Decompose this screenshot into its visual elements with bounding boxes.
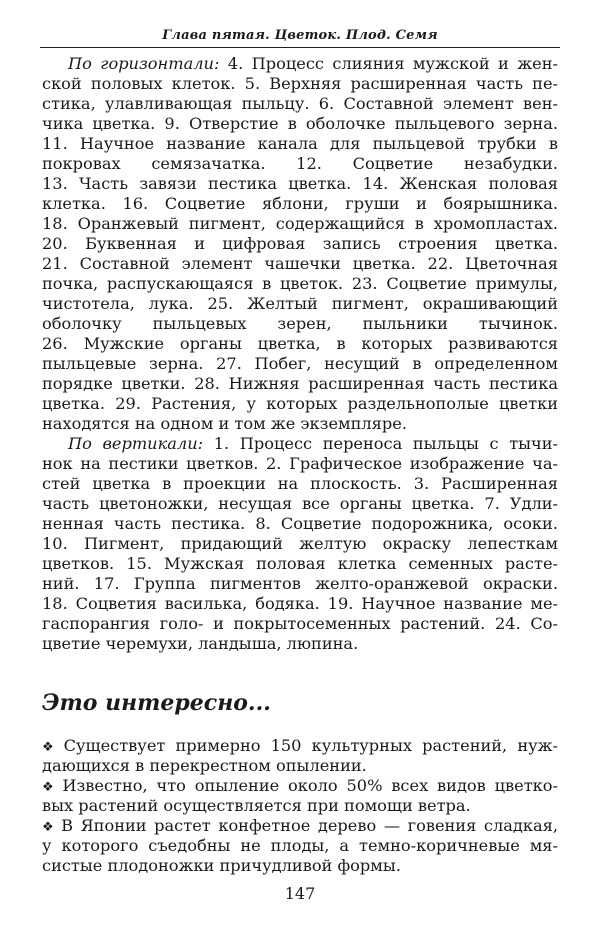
text-line	[42, 434, 558, 454]
line-text: систые плодоножки причудливой формы.	[42, 856, 401, 875]
line-text: 4. Процесс слияния мужской и жен-	[219, 54, 558, 73]
four-diamond-bullet-icon: ❖	[42, 820, 57, 835]
text-line	[42, 574, 558, 594]
text-line	[42, 856, 558, 876]
line-text: цветка. 29. Растения, у которых раздельнополые цветки	[42, 394, 558, 413]
text-line	[42, 614, 558, 634]
text-line	[42, 594, 558, 614]
text-line	[42, 634, 558, 654]
line-text: у которого съедобны не плоды, а темно-коричневые мя-	[42, 836, 558, 855]
text-line	[42, 474, 558, 494]
four-diamond-bullet-icon: ❖	[42, 740, 59, 755]
text-line	[42, 776, 558, 796]
text-line	[42, 214, 558, 234]
text-line	[42, 394, 558, 414]
line-text: чистотела, лука. 25. Желтый пигмент, окрашивающий	[42, 294, 558, 313]
text-line	[42, 294, 558, 314]
line-text: ний. 17. Группа пигментов желто-оранжевой окраски.	[42, 574, 558, 593]
line-text: оболочку пыльцевых зерен, пыльники тычинок.	[42, 314, 558, 333]
line-text: гаспорангия голо- и покрытосеменных растений. 24. Со-	[42, 614, 558, 633]
line-text: пыльцевые зерна. 27. Побег, несущий в определенном	[42, 354, 558, 373]
fact-item	[42, 776, 558, 816]
header-rule	[40, 47, 560, 48]
line-text: нок на пестики цветков. 2. Графическое изображение ча-	[42, 454, 558, 473]
text-line	[42, 554, 558, 574]
line-text: вых растений осуществляется при помощи ветра.	[42, 796, 471, 815]
line-text: Известно, что опыление около 50% всех видов цветко-	[62, 776, 558, 795]
fact-item	[42, 736, 558, 776]
line-text: ненная часть пестика. 8. Соцветие подорожника, осоки.	[42, 514, 558, 533]
text-line	[42, 816, 558, 836]
crossword-vertical-clues	[42, 434, 558, 654]
line-text: 11. Научное название канала для пыльцевой трубки в	[42, 134, 558, 153]
text-line	[42, 54, 558, 74]
text-line	[42, 274, 558, 294]
text-line	[42, 74, 558, 94]
line-text: В Японии растет конфетное дерево — говения сладкая,	[61, 816, 558, 835]
page-number: 147	[284, 884, 316, 903]
line-text: почка, распускающаяся в цветок. 23. Соцветие примулы,	[42, 274, 558, 293]
crossword-horizontal-clues	[42, 54, 558, 434]
line-text: цветков. 15. Мужская половая клетка семенных расте-	[42, 554, 558, 573]
line-text: 1. Процесс переноса пыльцы с тычи-	[203, 434, 558, 453]
clue-section-lead: По горизонтали:	[68, 54, 220, 73]
text-line	[42, 314, 558, 334]
line-text: цветие черемухи, ландыша, люпина.	[42, 634, 359, 653]
fact-item	[42, 816, 558, 876]
line-text: часть цветоножки, несущая все органы цветка. 7. Удли-	[42, 494, 558, 513]
section-title: Это интересно...	[42, 690, 271, 716]
clue-section-lead: По вертикали:	[68, 434, 204, 453]
text-line	[42, 194, 558, 214]
interesting-facts-list	[42, 736, 558, 876]
text-line	[42, 796, 558, 816]
line-text: 18. Соцветия василька, бодяка. 19. Научное название ме-	[42, 594, 558, 613]
text-line	[42, 514, 558, 534]
text-line	[42, 414, 558, 434]
text-line	[42, 736, 558, 756]
line-text: Существует примерно 150 культурных растений, нуж-	[63, 736, 558, 755]
line-text: 18. Оранжевый пигмент, содержащийся в хромопластах.	[42, 214, 558, 233]
text-line	[42, 94, 558, 114]
text-line	[42, 334, 558, 354]
text-line	[42, 114, 558, 134]
line-text: стика, улавливающая пыльцу. 6. Составной элемент вен-	[42, 94, 558, 113]
line-text: находятся на одном и том же экземпляре.	[42, 414, 407, 433]
line-text: покровах семязачатка. 12. Соцветие незабудки.	[42, 154, 558, 173]
line-text: 21. Составной элемент чашечки цветка. 22. Цветочная	[42, 254, 558, 273]
line-text: чика цветка. 9. Отверстие в оболочке пыльцевого зерна.	[42, 114, 558, 133]
line-text: порядке цветки. 28. Нижняя расширенная часть пестика	[42, 374, 558, 393]
line-text: ской половых клеток. 5. Верхняя расширенная часть пе-	[42, 74, 558, 93]
text-line	[42, 174, 558, 194]
line-text: 26. Мужские органы цветка, в которых развиваются	[42, 334, 558, 353]
text-line	[42, 534, 558, 554]
line-text: 10. Пигмент, придающий желтую окраску лепесткам	[42, 534, 558, 553]
text-line	[42, 836, 558, 856]
text-line	[42, 494, 558, 514]
text-line	[42, 254, 558, 274]
text-line	[42, 354, 558, 374]
line-text: 20. Буквенная и цифровая запись строения цветка.	[42, 234, 558, 253]
text-line	[42, 234, 558, 254]
line-text: 13. Часть завязи пестика цветка. 14. Женская половая	[42, 174, 558, 193]
text-line	[42, 134, 558, 154]
text-line	[42, 454, 558, 474]
text-line	[42, 154, 558, 174]
four-diamond-bullet-icon: ❖	[42, 780, 58, 795]
text-line	[42, 756, 558, 776]
text-line	[42, 374, 558, 394]
line-text: стей цветка в проекции на плоскость. 3. Расширенная	[42, 474, 558, 493]
line-text: дающихся в перекрестном опылении.	[42, 756, 367, 775]
running-head: Глава пятая. Цветок. Плод. Семя	[162, 28, 438, 43]
line-text: клетка. 16. Соцветие яблони, груши и боярышника.	[42, 194, 558, 213]
